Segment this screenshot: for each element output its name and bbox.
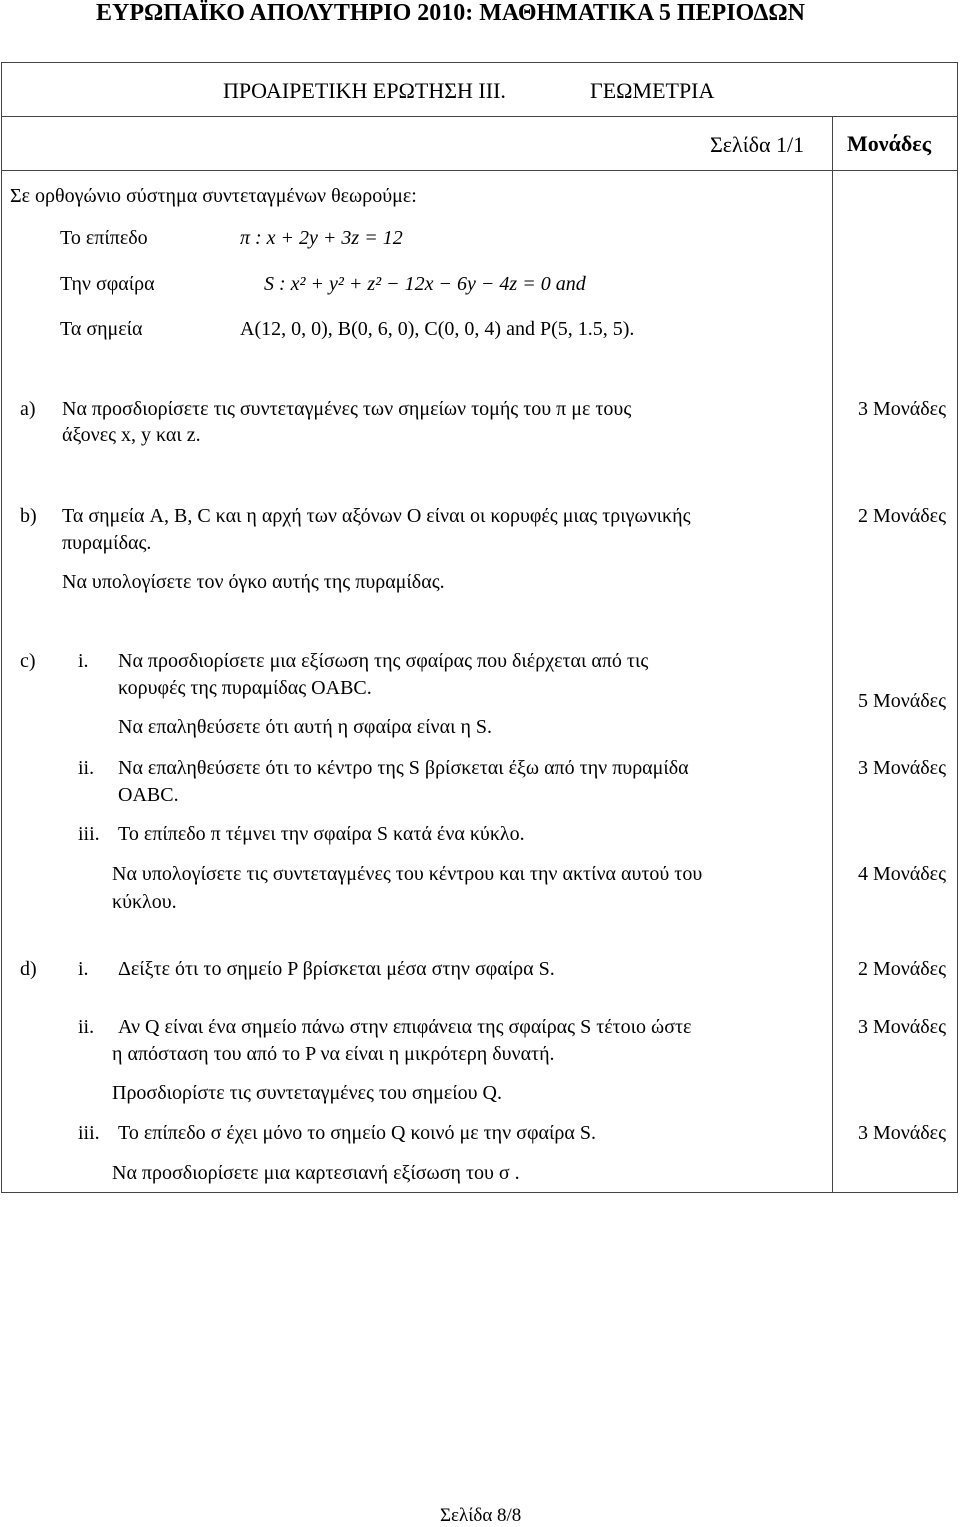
question-heading: ΠΡΟΑΙΡΕΤΙΚΗ ΕΡΩΤΗΣΗ ΙΙΙ. xyxy=(223,78,506,103)
part-c-i-line2: κορυφές της πυραμίδας OABC. xyxy=(118,677,372,699)
part-d-iii-label: iii. xyxy=(78,1122,100,1144)
points-definition: A(12, 0, 0), B(0, 6, 0), C(0, 0, 4) and P(5, 1.5, 5). xyxy=(240,318,635,340)
part-c-ii-line2: OABC. xyxy=(118,784,179,806)
part-b-marks: 2 Μονάδες xyxy=(857,505,946,527)
marks-column-divider xyxy=(832,116,833,1193)
part-c-ii-label: ii. xyxy=(78,757,95,779)
page-label: Σελίδα 1/1 xyxy=(710,132,805,157)
part-c-iii-line1: Το επίπεδο π τέμνει την σφαίρα S κατά ένα κύκλο. xyxy=(118,823,525,845)
part-c-i-line3: Να επαληθεύσετε ότι αυτή η σφαίρα είναι η S. xyxy=(118,716,493,738)
part-b-line1: Τα σημεία A, B, C και η αρχή των αξόνων O είναι οι κορυφές μιας τριγωνικής xyxy=(62,505,691,527)
sphere-equation: S : x² + y² + z² − 12x − 6y − 4z = 0 and xyxy=(264,273,586,295)
part-d-ii-label: ii. xyxy=(78,1016,95,1038)
part-a-label: a) xyxy=(20,398,36,420)
part-d-i-marks: 2 Μονάδες xyxy=(857,958,946,980)
part-b-line3: Να υπολογίσετε τον όγκο αυτής της πυραμίδας. xyxy=(62,571,445,593)
part-d-ii-line2: η απόσταση του από το P να είναι η μικρότερη δυνατή. xyxy=(112,1043,555,1065)
part-d-ii-marks: 3 Μονάδες xyxy=(857,1016,946,1038)
part-c-iii-marks: 4 Μονάδες xyxy=(857,863,946,885)
part-d-iii-line2: Να προσδιορίσετε μια καρτεσιανή εξίσωση του σ . xyxy=(112,1162,520,1184)
part-b-label: b) xyxy=(20,505,37,527)
part-d-iii-marks: 3 Μονάδες xyxy=(857,1122,946,1144)
marks-header: Μονάδες xyxy=(847,131,931,156)
part-a-line1: Να προσδιορίσετε τις συντεταγμένες των σημείων τομής του π με τους xyxy=(62,398,632,420)
question-topic: ΓΕΩΜΕΤΡΙΑ xyxy=(590,78,715,103)
part-d-label: d) xyxy=(20,958,37,980)
part-c-label: c) xyxy=(20,650,36,672)
part-c-iii-label: iii. xyxy=(78,823,100,845)
part-d-ii-line3: Προσδιορίστε τις συντεταγμένες του σημείου Q. xyxy=(112,1082,502,1104)
sphere-label: Την σφαίρα xyxy=(60,273,155,295)
part-c-iii-line3: κύκλου. xyxy=(112,891,177,913)
part-c-ii-line1: Να επαληθεύσετε ότι το κέντρο της S βρίσκεται έξω από την πυραμίδα xyxy=(118,757,689,779)
part-b-line2: πυραμίδας. xyxy=(62,532,152,554)
part-a-marks: 3 Μονάδες xyxy=(857,398,946,420)
document-title: ΕΥΡΩΠΑΪΚΟ ΑΠΟΛΥΤΗΡΙΟ 2010: ΜΑΘΗΜΑΤΙΚΑ 5 ΠΕΡΙΟΔΩΝ xyxy=(96,0,805,26)
part-d-i-line1: Δείξτε ότι το σημείο P βρίσκεται μέσα στην σφαίρα S. xyxy=(118,958,555,980)
points-label: Τα σημεία xyxy=(60,318,143,340)
part-d-i-label: i. xyxy=(78,958,89,980)
part-c-iii-line2: Να υπολογίσετε τις συντεταγμένες του κέντρου και την ακτίνα αυτού του xyxy=(112,863,703,885)
plane-label: Το επίπεδο xyxy=(60,227,148,249)
heading-divider xyxy=(1,116,958,117)
part-c-i-label: i. xyxy=(78,650,89,672)
subheading-divider xyxy=(1,170,958,171)
part-d-ii-line1: Αν Q είναι ένα σημείο πάνω στην επιφάνεια της σφαίρας S τέτοιο ώστε xyxy=(118,1016,692,1038)
part-a-line2: άξονες x, y και z. xyxy=(62,424,201,446)
part-c-ii-marks: 3 Μονάδες xyxy=(857,757,946,779)
part-c-i-marks: 5 Μονάδες xyxy=(857,690,946,712)
page-number: Σελίδα 8/8 xyxy=(440,1505,522,1526)
part-c-i-line1: Να προσδιορίσετε μια εξίσωση της σφαίρας που διέρχεται από τις xyxy=(118,650,649,672)
plane-equation: π : x + 2y + 3z = 12 xyxy=(240,227,403,249)
intro-statement: Σε ορθογώνιο σύστημα συντεταγμένων θεωρούμε: xyxy=(10,185,417,207)
part-d-iii-line1: Το επίπεδο σ έχει μόνο το σημείο Q κοινό με την σφαίρα S. xyxy=(118,1122,596,1144)
